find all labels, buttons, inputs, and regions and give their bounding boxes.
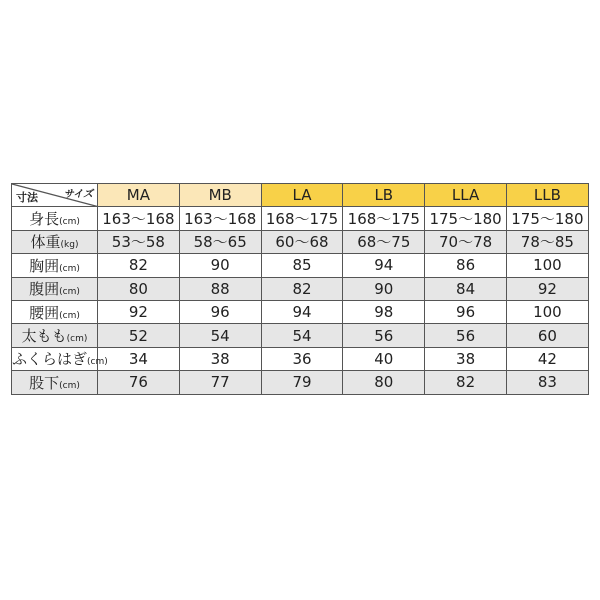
table-row-calf — [12, 347, 589, 370]
table-body — [12, 207, 589, 394]
table-row-hip — [12, 300, 589, 323]
row-label — [12, 324, 98, 347]
table-cell: 36 — [261, 347, 343, 370]
table-cell: 34 — [98, 347, 180, 370]
corner-dimension-label: 寸法 — [16, 191, 38, 205]
table-row-inseam — [12, 371, 589, 394]
table-cell: 76 — [98, 371, 180, 394]
table-cell: 94 — [343, 254, 425, 277]
table-cell: 60 — [506, 324, 588, 347]
table-cell: 98 — [343, 300, 425, 323]
header-row — [12, 184, 589, 207]
table-cell: 100 — [506, 254, 588, 277]
row-label-text: 腰囲 — [29, 303, 60, 322]
table-cell: 80 — [343, 371, 425, 394]
table-cell: 56 — [343, 324, 425, 347]
table-cell: 77 — [179, 371, 261, 394]
table-cell: 79 — [261, 371, 343, 394]
table-row-chest — [12, 254, 589, 277]
table-cell: 86 — [425, 254, 507, 277]
row-label-text: 胸囲 — [29, 256, 60, 275]
table-cell: 88 — [179, 277, 261, 300]
row-label-text: 腹囲 — [29, 280, 60, 299]
table-row-waist — [12, 277, 589, 300]
table-cell: 38 — [425, 347, 507, 370]
row-label — [12, 277, 98, 300]
table-cell: 40 — [343, 347, 425, 370]
row-label-unit: (cm) — [59, 287, 80, 298]
table-cell: 80 — [98, 277, 180, 300]
table-cell: 82 — [261, 277, 343, 300]
row-label-text: 股下 — [29, 373, 60, 392]
size-header-mb: MB — [179, 184, 261, 207]
table-cell: 83 — [506, 371, 588, 394]
row-label-unit: (cm) — [59, 380, 80, 391]
table-row-weight — [12, 230, 589, 253]
table-cell: 70～78 — [425, 230, 507, 253]
table-cell: 38 — [179, 347, 261, 370]
table-cell: 100 — [506, 300, 588, 323]
size-header-lla: LLA — [425, 184, 507, 207]
table-cell: 96 — [179, 300, 261, 323]
table-row-thigh — [12, 324, 589, 347]
table-cell: 53～58 — [98, 230, 180, 253]
table-cell: 90 — [179, 254, 261, 277]
table-cell: 84 — [425, 277, 507, 300]
table-cell: 82 — [425, 371, 507, 394]
corner-cell — [12, 184, 98, 207]
size-header-llb: LLB — [506, 184, 588, 207]
table-cell: 85 — [261, 254, 343, 277]
table-cell: 52 — [98, 324, 180, 347]
row-label — [12, 230, 98, 253]
table-cell: 60～68 — [261, 230, 343, 253]
table-cell: 175～180 — [425, 207, 507, 230]
table-cell: 82 — [98, 254, 180, 277]
row-label — [12, 207, 98, 230]
table-cell: 96 — [425, 300, 507, 323]
row-label — [12, 347, 108, 370]
table-cell: 92 — [506, 277, 588, 300]
table-cell: 68～75 — [343, 230, 425, 253]
table-cell: 54 — [179, 324, 261, 347]
table-cell: 56 — [425, 324, 507, 347]
table-cell: 42 — [506, 347, 588, 370]
row-label — [12, 371, 98, 394]
table-cell: 168～175 — [343, 207, 425, 230]
row-label-text: 体重 — [30, 233, 61, 252]
size-header-la: LA — [261, 184, 343, 207]
table-cell: 163～168 — [179, 207, 261, 230]
row-label-unit: (cm) — [59, 310, 80, 321]
table-cell: 92 — [98, 300, 180, 323]
table-cell: 175～180 — [506, 207, 588, 230]
table-cell: 58～65 — [179, 230, 261, 253]
row-label-unit: (cm) — [59, 263, 80, 274]
row-label — [12, 300, 98, 323]
row-label-unit: (cm) — [66, 334, 88, 345]
table-cell: 90 — [343, 277, 425, 300]
row-label-unit: (cm) — [59, 217, 80, 228]
row-label-text: ふくらはぎ — [12, 350, 88, 369]
table-cell: 94 — [261, 300, 343, 323]
table-row-height — [12, 207, 589, 230]
table-cell: 163～168 — [98, 207, 180, 230]
row-label-text: 身長 — [29, 210, 60, 229]
size-chart-table — [11, 183, 589, 395]
table-cell: 78～85 — [506, 230, 588, 253]
table-cell: 168～175 — [261, 207, 343, 230]
size-header-ma: MA — [98, 184, 180, 207]
table-cell: 54 — [261, 324, 343, 347]
row-label-unit: (cm) — [87, 357, 108, 368]
size-header-lb: LB — [343, 184, 425, 207]
row-label-text: 太もも — [21, 327, 67, 346]
corner-size-label: サイズ — [63, 189, 93, 200]
row-label — [12, 254, 98, 277]
row-label-unit: (kg) — [60, 240, 79, 251]
